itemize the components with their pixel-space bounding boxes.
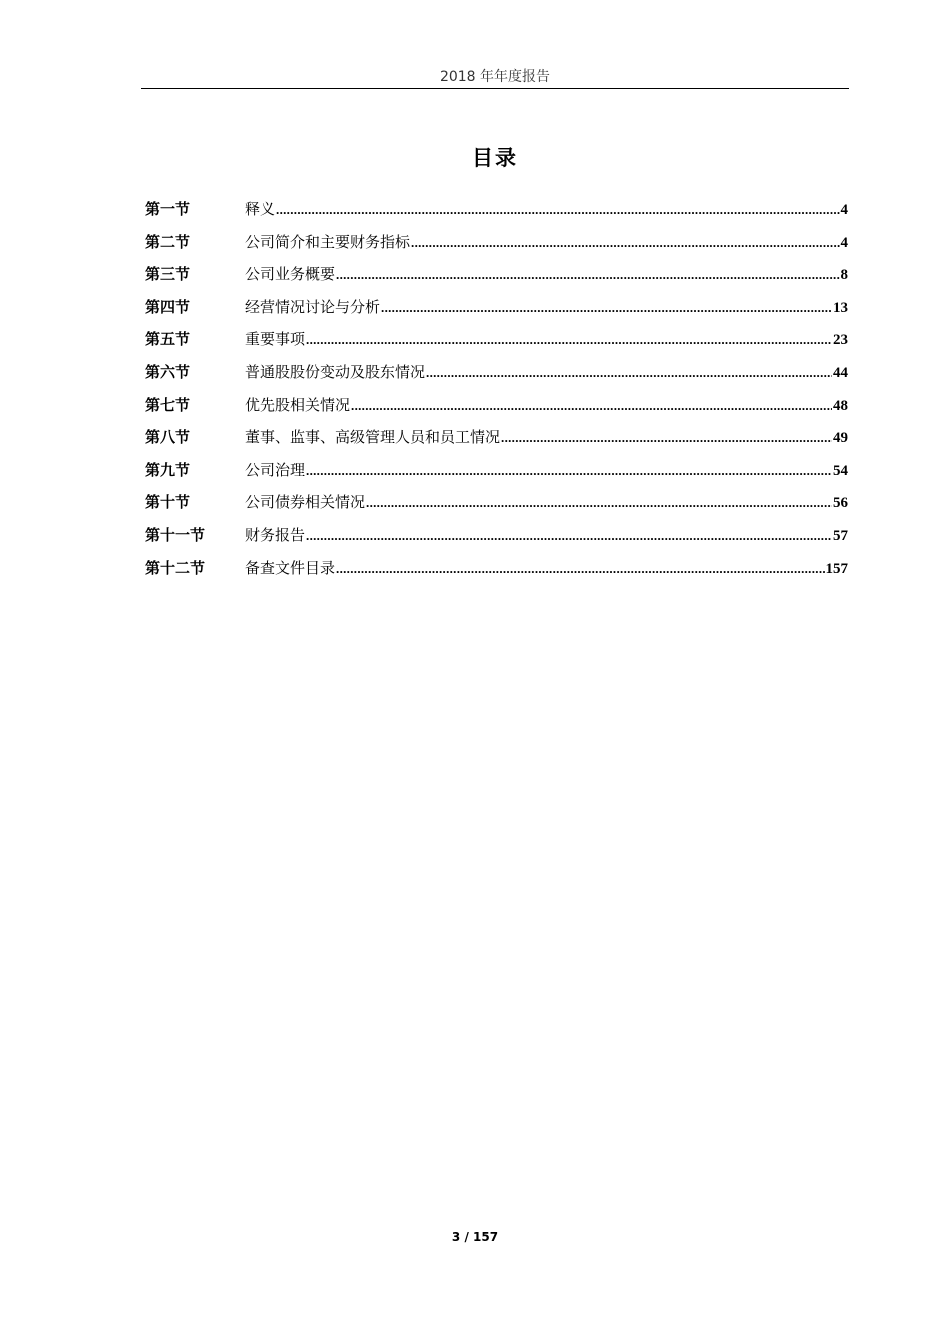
toc-page-number: 49	[833, 430, 848, 447]
toc-page-number: 8	[840, 267, 848, 284]
page-number-footer: 3 / 157	[451, 1230, 499, 1244]
toc-page-number: 54	[833, 462, 848, 479]
toc-entry-6[interactable]	[145, 361, 848, 394]
toc-leader-dots	[501, 430, 832, 446]
toc-section-title: 公司治理	[245, 460, 306, 479]
toc-entry-2[interactable]	[145, 231, 848, 264]
toc-leader-dots	[366, 495, 832, 511]
toc-section-title: 公司业务概要	[245, 265, 336, 284]
toc-section-title: 董事、监事、高级管理人员和员工情况	[245, 428, 501, 447]
toc-leader-dots	[411, 235, 839, 251]
toc-section-number: 第四节	[145, 297, 191, 316]
toc-page-number: 4	[840, 202, 848, 218]
toc-entry-10[interactable]	[145, 491, 848, 524]
toc-leader-dots	[336, 267, 839, 283]
toc-entry-11[interactable]	[145, 524, 848, 557]
page-header: 2018 年年度报告	[439, 69, 551, 85]
toc-entry-1[interactable]	[145, 198, 848, 231]
toc-section-number: 第二节	[145, 232, 191, 251]
toc-section-number: 第三节	[145, 265, 191, 284]
toc-page-number: 56	[833, 495, 848, 512]
toc-section-title: 公司简介和主要财务指标	[245, 232, 411, 251]
toc-leader-dots	[306, 528, 832, 544]
toc-section-title: 备查文件目录	[245, 558, 336, 577]
table-of-contents	[145, 198, 848, 589]
toc-section-number: 第五节	[145, 330, 191, 349]
toc-section-title: 重要事项	[245, 330, 306, 349]
toc-section-number: 第十二节	[145, 558, 206, 577]
toc-section-title: 公司债券相关情况	[245, 493, 366, 512]
toc-entry-4[interactable]	[145, 296, 848, 329]
header-divider	[141, 88, 849, 89]
toc-leader-dots	[276, 202, 839, 218]
toc-leader-dots	[306, 332, 832, 348]
toc-section-number: 第一节	[145, 200, 191, 218]
toc-section-number: 第十节	[145, 493, 191, 512]
toc-entry-5[interactable]	[145, 328, 848, 361]
toc-entry-9[interactable]	[145, 459, 848, 492]
toc-page-number: 157	[825, 560, 848, 577]
toc-section-number: 第九节	[145, 460, 191, 479]
toc-page-number: 48	[833, 397, 848, 414]
toc-entry-8[interactable]	[145, 426, 848, 459]
page-title: 目录	[472, 146, 518, 170]
toc-page-number: 57	[833, 527, 848, 544]
toc-section-number: 第十一节	[145, 525, 206, 544]
toc-leader-dots	[381, 300, 832, 316]
toc-page-number: 13	[833, 299, 848, 316]
toc-page-number: 23	[833, 332, 848, 349]
toc-leader-dots	[306, 463, 832, 479]
toc-section-title: 财务报告	[245, 525, 306, 544]
toc-entry-7[interactable]	[145, 394, 848, 427]
toc-entry-3[interactable]	[145, 263, 848, 296]
toc-section-title: 经营情况讨论与分析	[245, 297, 381, 316]
toc-leader-dots	[351, 398, 832, 414]
toc-leader-dots	[336, 561, 824, 577]
toc-section-number: 第六节	[145, 362, 191, 381]
toc-page-number: 4	[840, 234, 848, 251]
toc-leader-dots	[426, 365, 832, 381]
toc-section-title: 优先股相关情况	[245, 395, 351, 414]
toc-section-number: 第七节	[145, 395, 191, 414]
toc-entry-12[interactable]	[145, 557, 848, 590]
toc-page-number: 44	[833, 364, 848, 381]
toc-section-title: 释义	[245, 200, 276, 218]
toc-section-title: 普通股股份变动及股东情况	[245, 362, 426, 381]
toc-section-number: 第八节	[145, 428, 191, 447]
